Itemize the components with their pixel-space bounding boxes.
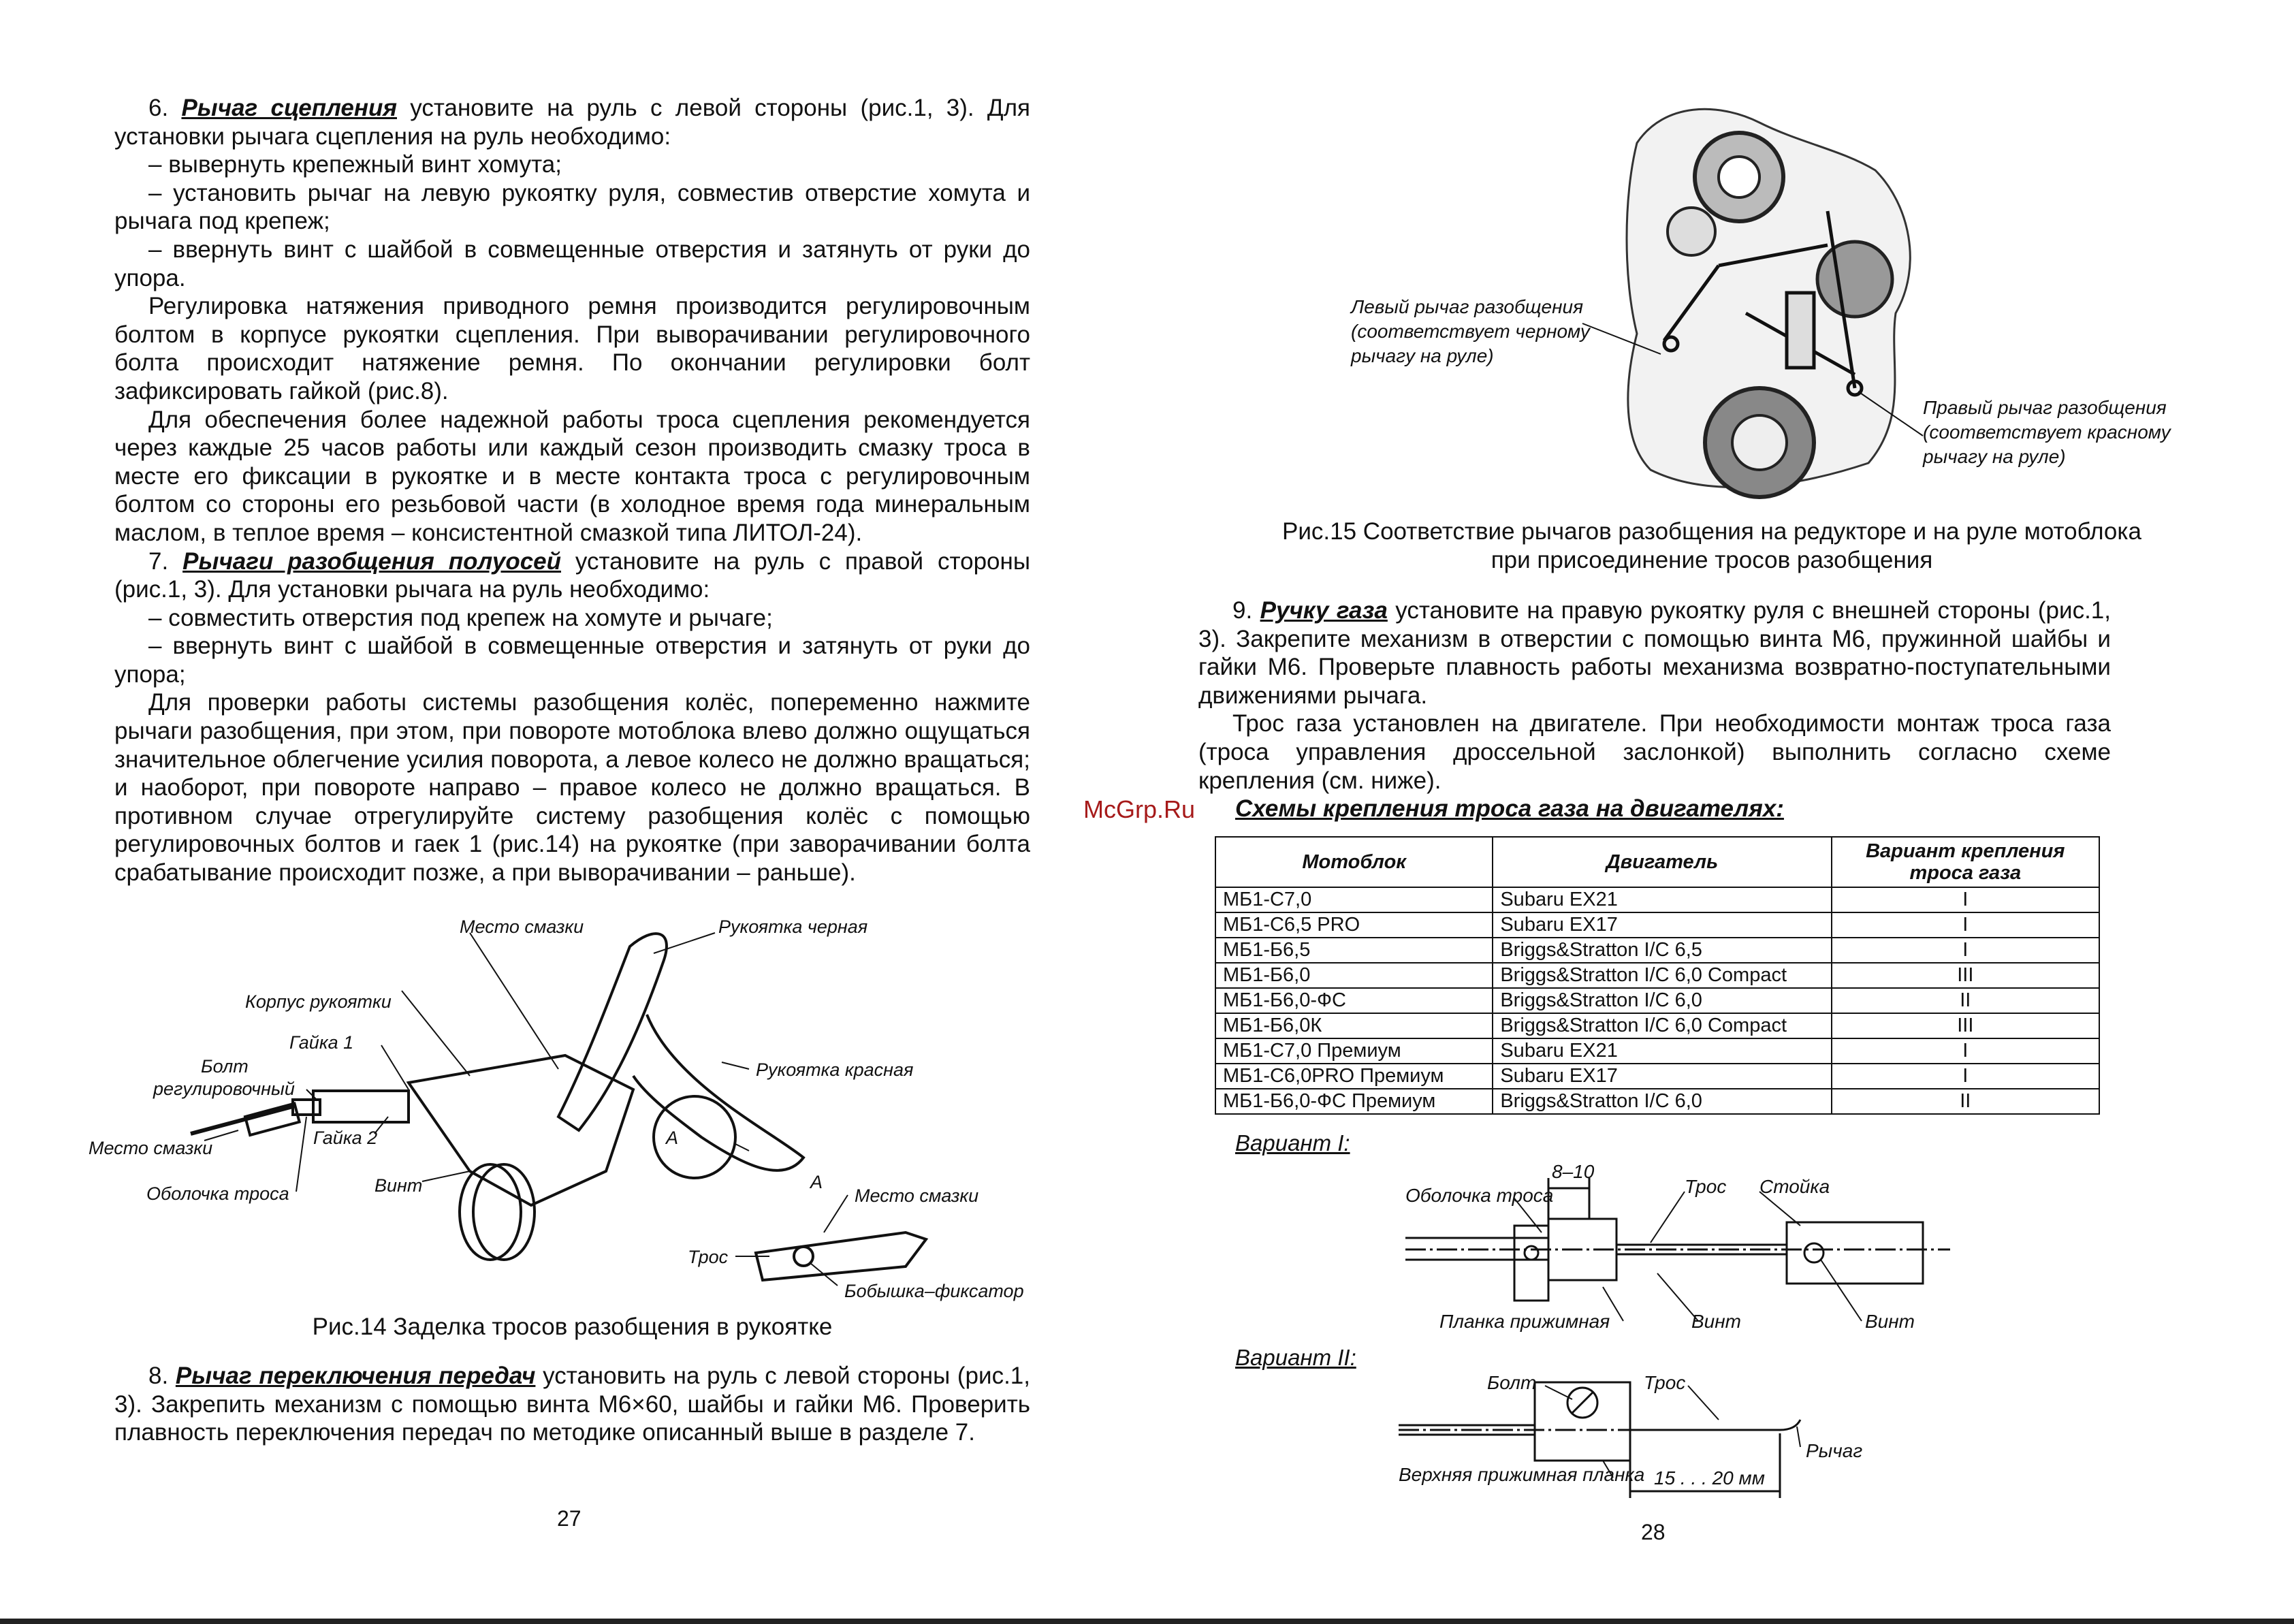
- label-planka-v2: Верхняя прижимная планка: [1399, 1464, 1645, 1485]
- label-vint: Винт: [375, 1175, 423, 1196]
- table-cell: МБ1-С7,0 Премиум: [1215, 1038, 1493, 1064]
- table-cell: МБ1-С6,5 PRO: [1215, 912, 1493, 938]
- table-cell: МБ1-С6,0PRO Премиум: [1215, 1064, 1493, 1089]
- adjust-bolt: [313, 1091, 409, 1122]
- leader-vint2: [1821, 1260, 1862, 1321]
- table-cell: III: [1832, 1013, 2099, 1038]
- label-mesto-smazki-2: Место смазки: [89, 1138, 213, 1158]
- fig14-handle-drawing: [89, 912, 1062, 1307]
- table-row: [1215, 963, 2099, 988]
- table-row: [1215, 1064, 2099, 1089]
- section-6-number: 6.: [148, 95, 182, 121]
- table-cell: МБ1-Б6,0: [1215, 963, 1493, 988]
- label-left-lever-3: рычагу на руле): [1351, 345, 1494, 366]
- pulley-top-hub: [1719, 157, 1759, 197]
- leader-korpus: [402, 991, 470, 1076]
- variant-2-title: Вариант II:: [1235, 1345, 1356, 1370]
- leader-obolochka: [296, 1117, 306, 1192]
- table-cell: III: [1832, 963, 2099, 988]
- leader-vint: [422, 1171, 470, 1181]
- table-row: [1215, 1013, 2099, 1038]
- table-cell: I: [1832, 887, 2099, 912]
- table-cell: II: [1832, 1089, 2099, 1114]
- label-tros-v1: Трос: [1685, 1176, 1727, 1197]
- label-black-handle: Рукоятка черная: [718, 917, 868, 937]
- table-cell: МБ1-С7,0: [1215, 887, 1493, 912]
- paragraph-lubrication: Для обеспечения более надежной работы троса сцепления рекомендуется через каждые 25 часов работы или каждый сезон производить смазку троса в месте его фиксации в рукоятке и в месте контакта троса с регулировочным болтом со стороны его резьбовой части (в холодное время года минеральным маслом, в теплое время – консистентной смазкой типа ЛИТОЛ-24).: [114, 406, 1030, 546]
- table-cell: I: [1832, 912, 2099, 938]
- table-cell: МБ1-Б6,0-ФС: [1215, 988, 1493, 1013]
- leader-a: [735, 1144, 749, 1151]
- table-cell: II: [1832, 988, 2099, 1013]
- label-bolt-2: регулировочный: [153, 1079, 295, 1099]
- detail-a-shape: [756, 1232, 926, 1280]
- left-text-top: [114, 94, 1030, 887]
- left-text-bottom: [114, 1362, 1030, 1447]
- fig15-caption-line-1: Рис.15 Соответствие рычагов разобщения на редукторе и на руле мотоблока: [1282, 518, 2141, 545]
- label-mesto-smazki-1: Место смазки: [460, 917, 584, 937]
- fig14-labels: [89, 917, 1024, 1301]
- table-header-motoblock: Мотоблок: [1215, 837, 1493, 887]
- wheel-right: [1817, 242, 1892, 317]
- fig15-gearbox-drawing: [1242, 89, 2291, 518]
- handle-lines: [191, 934, 926, 1280]
- section-6-bullet-3: – ввернуть винт с шайбой в совмещенные отверстия и затянуть от руки до упора.: [114, 236, 1030, 291]
- pulley-bottom-hub: [1732, 415, 1787, 470]
- section-7-bullet-1: – совместить отверстия под крепеж на хомуте и рычаге;: [148, 604, 773, 631]
- table-cell: Briggs&Stratton I/C 6,0: [1493, 988, 1831, 1013]
- label-tros-v2: Трос: [1644, 1372, 1686, 1393]
- section-6-bullet-1: – вывернуть крепежный винт хомута;: [148, 151, 562, 178]
- label-right-lever-1: Правый рычаг разобщения: [1923, 397, 2167, 418]
- section-8-text: установить на руль с левой стороны (рис.1, 3). Закрепить механизм с помощью винта М6×60, шайбы и гайки М6. Проверить плавность переключения передач по методике описанный выше в разделе 7.: [114, 1363, 1030, 1446]
- label-gaika-1: Гайка 1: [289, 1032, 354, 1053]
- black-lever-shape: [558, 934, 667, 1130]
- table-cell: Briggs&Stratton I/C 6,5: [1493, 938, 1831, 963]
- label-right-lever-3: рычагу на руле): [1923, 446, 2066, 467]
- label-bobyshka: Бобышка–фиксатор: [844, 1281, 1024, 1301]
- label-bolt-1: Болт: [201, 1056, 249, 1077]
- table-row: [1215, 912, 2099, 938]
- section-8: [114, 1362, 1030, 1447]
- page-number-left: 27: [557, 1506, 582, 1531]
- bolt-slot: [1572, 1392, 1593, 1413]
- schemes-title: Схемы крепления троса газа на двигателях:: [1235, 795, 1784, 822]
- table-cell: МБ1-Б6,0К: [1215, 1013, 1493, 1038]
- table-cell: МБ1-Б6,5: [1215, 938, 1493, 963]
- section-9: [1198, 596, 2111, 710]
- label-planka: Планка прижимная: [1439, 1311, 1610, 1332]
- table-row: [1215, 887, 2099, 912]
- leader-lines: [204, 933, 848, 1286]
- label-rychag: Рычаг: [1806, 1440, 1863, 1461]
- cable-sheath: [191, 1106, 293, 1134]
- table-row: [1215, 1089, 2099, 1114]
- top-plate: [1535, 1382, 1630, 1461]
- label-dim-v2: 15 . . . 20 мм: [1654, 1467, 1765, 1488]
- label-right-lever-2: (соответствует красному: [1923, 421, 2171, 443]
- table-cell: МБ1-Б6,0-ФС Премиум: [1215, 1089, 1493, 1114]
- label-tros: Трос: [688, 1247, 729, 1267]
- section-7-number: 7.: [148, 547, 183, 575]
- variant-1-labels: [1405, 1161, 1915, 1332]
- label-vint-1: Винт: [1691, 1311, 1741, 1332]
- section-6-heading: Рычаг сцепления: [181, 95, 397, 121]
- section-6: [114, 94, 1030, 150]
- fig15-caption: [1201, 518, 2223, 575]
- leader-rychag: [1797, 1427, 1800, 1447]
- fig15-caption-line-2: при присоединение тросов разобщения: [1491, 547, 1933, 573]
- section-6-bullet-2: – установить рычаг на левую рукоятку руля, совместив отверстие хомута и рычага под крепеж;: [114, 179, 1030, 235]
- watermark: McGrp.Ru: [1083, 795, 1196, 823]
- clamp-screw: [1525, 1246, 1538, 1260]
- leader-mesto1: [470, 933, 558, 1069]
- label-dim-v1: 8–10: [1552, 1161, 1595, 1182]
- table-row: [1215, 1038, 2099, 1064]
- bottom-edge-shadow: [0, 1619, 2294, 1624]
- table-cell: Briggs&Stratton I/C 6,0: [1493, 1089, 1831, 1114]
- label-red-handle: Рукоятка красная: [756, 1060, 914, 1080]
- table-header-engine: Двигатель: [1493, 837, 1831, 887]
- table-cell: Briggs&Stratton I/C 6,0 Compact: [1493, 963, 1831, 988]
- variant-1-title: Вариант I:: [1235, 1130, 1350, 1156]
- table-row: [1215, 988, 2099, 1013]
- shaft-end: [1668, 208, 1715, 255]
- variant-1-leaders: [1514, 1192, 1862, 1321]
- leader-gaika1: [381, 1045, 409, 1089]
- section-9-number: 9.: [1232, 597, 1260, 624]
- label-gaika-2: Гайка 2: [313, 1128, 378, 1148]
- label-korpus: Корпус рукоятки: [245, 991, 392, 1012]
- section-8-number: 8.: [148, 1363, 176, 1389]
- label-left-lever-2: (соответствует черному: [1351, 321, 1590, 342]
- table-cell: Briggs&Stratton I/C 6,0 Compact: [1493, 1013, 1831, 1038]
- label-bolt-v2: Болт: [1487, 1372, 1537, 1393]
- leader-tros-v1: [1651, 1192, 1685, 1243]
- detail-a-boss: [794, 1247, 813, 1266]
- stand-screw: [1804, 1243, 1823, 1262]
- label-obolochka-v1: Оболочка троса: [1405, 1185, 1554, 1206]
- section-7: [114, 547, 1030, 604]
- paragraph-regulation: Регулировка натяжения приводного ремня производится регулировочным болтом в корпусе рукоятки сцепления. При выворачивании регулировочного болта происходит натяжение ремня. По окончании регулировки болт зафиксировать гайкой (рис.8).: [114, 293, 1030, 404]
- table-cell: I: [1832, 938, 2099, 963]
- section-9-heading: Ручку газа: [1260, 597, 1388, 624]
- table-cell: Subaru EX21: [1493, 887, 1831, 912]
- table-cell: Subaru EX21: [1493, 1038, 1831, 1064]
- paragraph-check: Для проверки работы системы разобщения колёс, попеременно нажмите рычаги разобщения, при этом, при повороте мотоблока влево должно ощущаться значительное облегчение усилия поворота, а левое колесо не должно вращаться; и наоборот, при повороте направо – правое колесо не должно вращаться. В противном случае отрегулируйте систему разобщения колёс с помощью регулировочных болтов и гаек 1 (рис.14) на рукоятке (при заворачивании болта срабатывание происходит позже, а при выворачивании – раньше).: [114, 689, 1030, 887]
- section-7-heading: Рычаги разобщения полуосей: [182, 547, 562, 575]
- red-lever-shape: [633, 1015, 803, 1171]
- table-cell: Subaru EX17: [1493, 912, 1831, 938]
- table-header-row: [1215, 837, 2099, 887]
- fig14-caption: Рис.14 Заделка тросов разобщения в рукоятке: [312, 1313, 833, 1340]
- lever-block: [1787, 293, 1814, 368]
- gearbox-photo: [1627, 109, 1910, 497]
- cam-wheel-1: [460, 1164, 521, 1260]
- label-obolochka: Оболочка троса: [146, 1183, 289, 1204]
- section-7-text: установите на руль с правой стороны (рис.1, 3). Для установки рычага на руль необходимо:: [114, 547, 1030, 603]
- table-cell: I: [1832, 1064, 2099, 1089]
- label-mesto-smazki-3: Место смазки: [855, 1185, 979, 1206]
- variant-2-diagram: [1399, 1365, 1875, 1515]
- table-row: [1215, 938, 2099, 963]
- leader-tros-v2: [1688, 1386, 1719, 1420]
- page-right: [1083, 0, 2294, 1624]
- leader-bolt-v2: [1545, 1386, 1572, 1399]
- label-vint-2: Винт: [1865, 1311, 1915, 1332]
- stand-post: [1787, 1222, 1923, 1284]
- page-number-right: 28: [1641, 1520, 1666, 1544]
- section-6-text: установите на руль с левой стороны (рис.1, 3). Для установки рычага сцепления на руль необходимо:: [114, 95, 1030, 150]
- handle-body-shape: [409, 1055, 633, 1205]
- engine-table: [1215, 836, 2100, 1115]
- label-a: A: [666, 1128, 679, 1148]
- section-7-bullet-2: – ввернуть винт с шайбой в совмещенные отверстия и затянуть от руки до упора;: [114, 633, 1030, 688]
- leader-mesto3: [824, 1195, 848, 1232]
- section-9-text: установите на правую рукоятку руля с внешней стороны (рис.1, 3). Закрепите механизм в отверстии с помощью винта М6, пружинной шайбы и гайки М6. Проверьте плавность работы механизма возвратно-поступательными движениями рычага.: [1198, 597, 2111, 709]
- paragraph-gas-cable: Трос газа установлен на двигателе. При необходимости монтаж троса газа (троса управления дроссельной заслонкой) выполнить согласно схеме крепления (см. ниже).: [1198, 710, 2111, 794]
- right-text: [1198, 596, 2111, 795]
- table-cell: I: [1832, 1038, 2099, 1064]
- section-8-heading: Рычаг переключения передач: [175, 1363, 536, 1389]
- label-left-lever-1: Левый рычаг разобщения: [1351, 296, 1584, 317]
- label-stoika: Стойка: [1759, 1176, 1830, 1197]
- variant-1-diagram: [1405, 1158, 1950, 1341]
- cam-wheel-2: [473, 1164, 535, 1260]
- table-cell: Subaru EX17: [1493, 1064, 1831, 1089]
- label-a-detail: A: [810, 1172, 823, 1192]
- table-header-variant: Вариант крепления троса газа: [1832, 837, 2099, 887]
- leader-red: [722, 1062, 749, 1069]
